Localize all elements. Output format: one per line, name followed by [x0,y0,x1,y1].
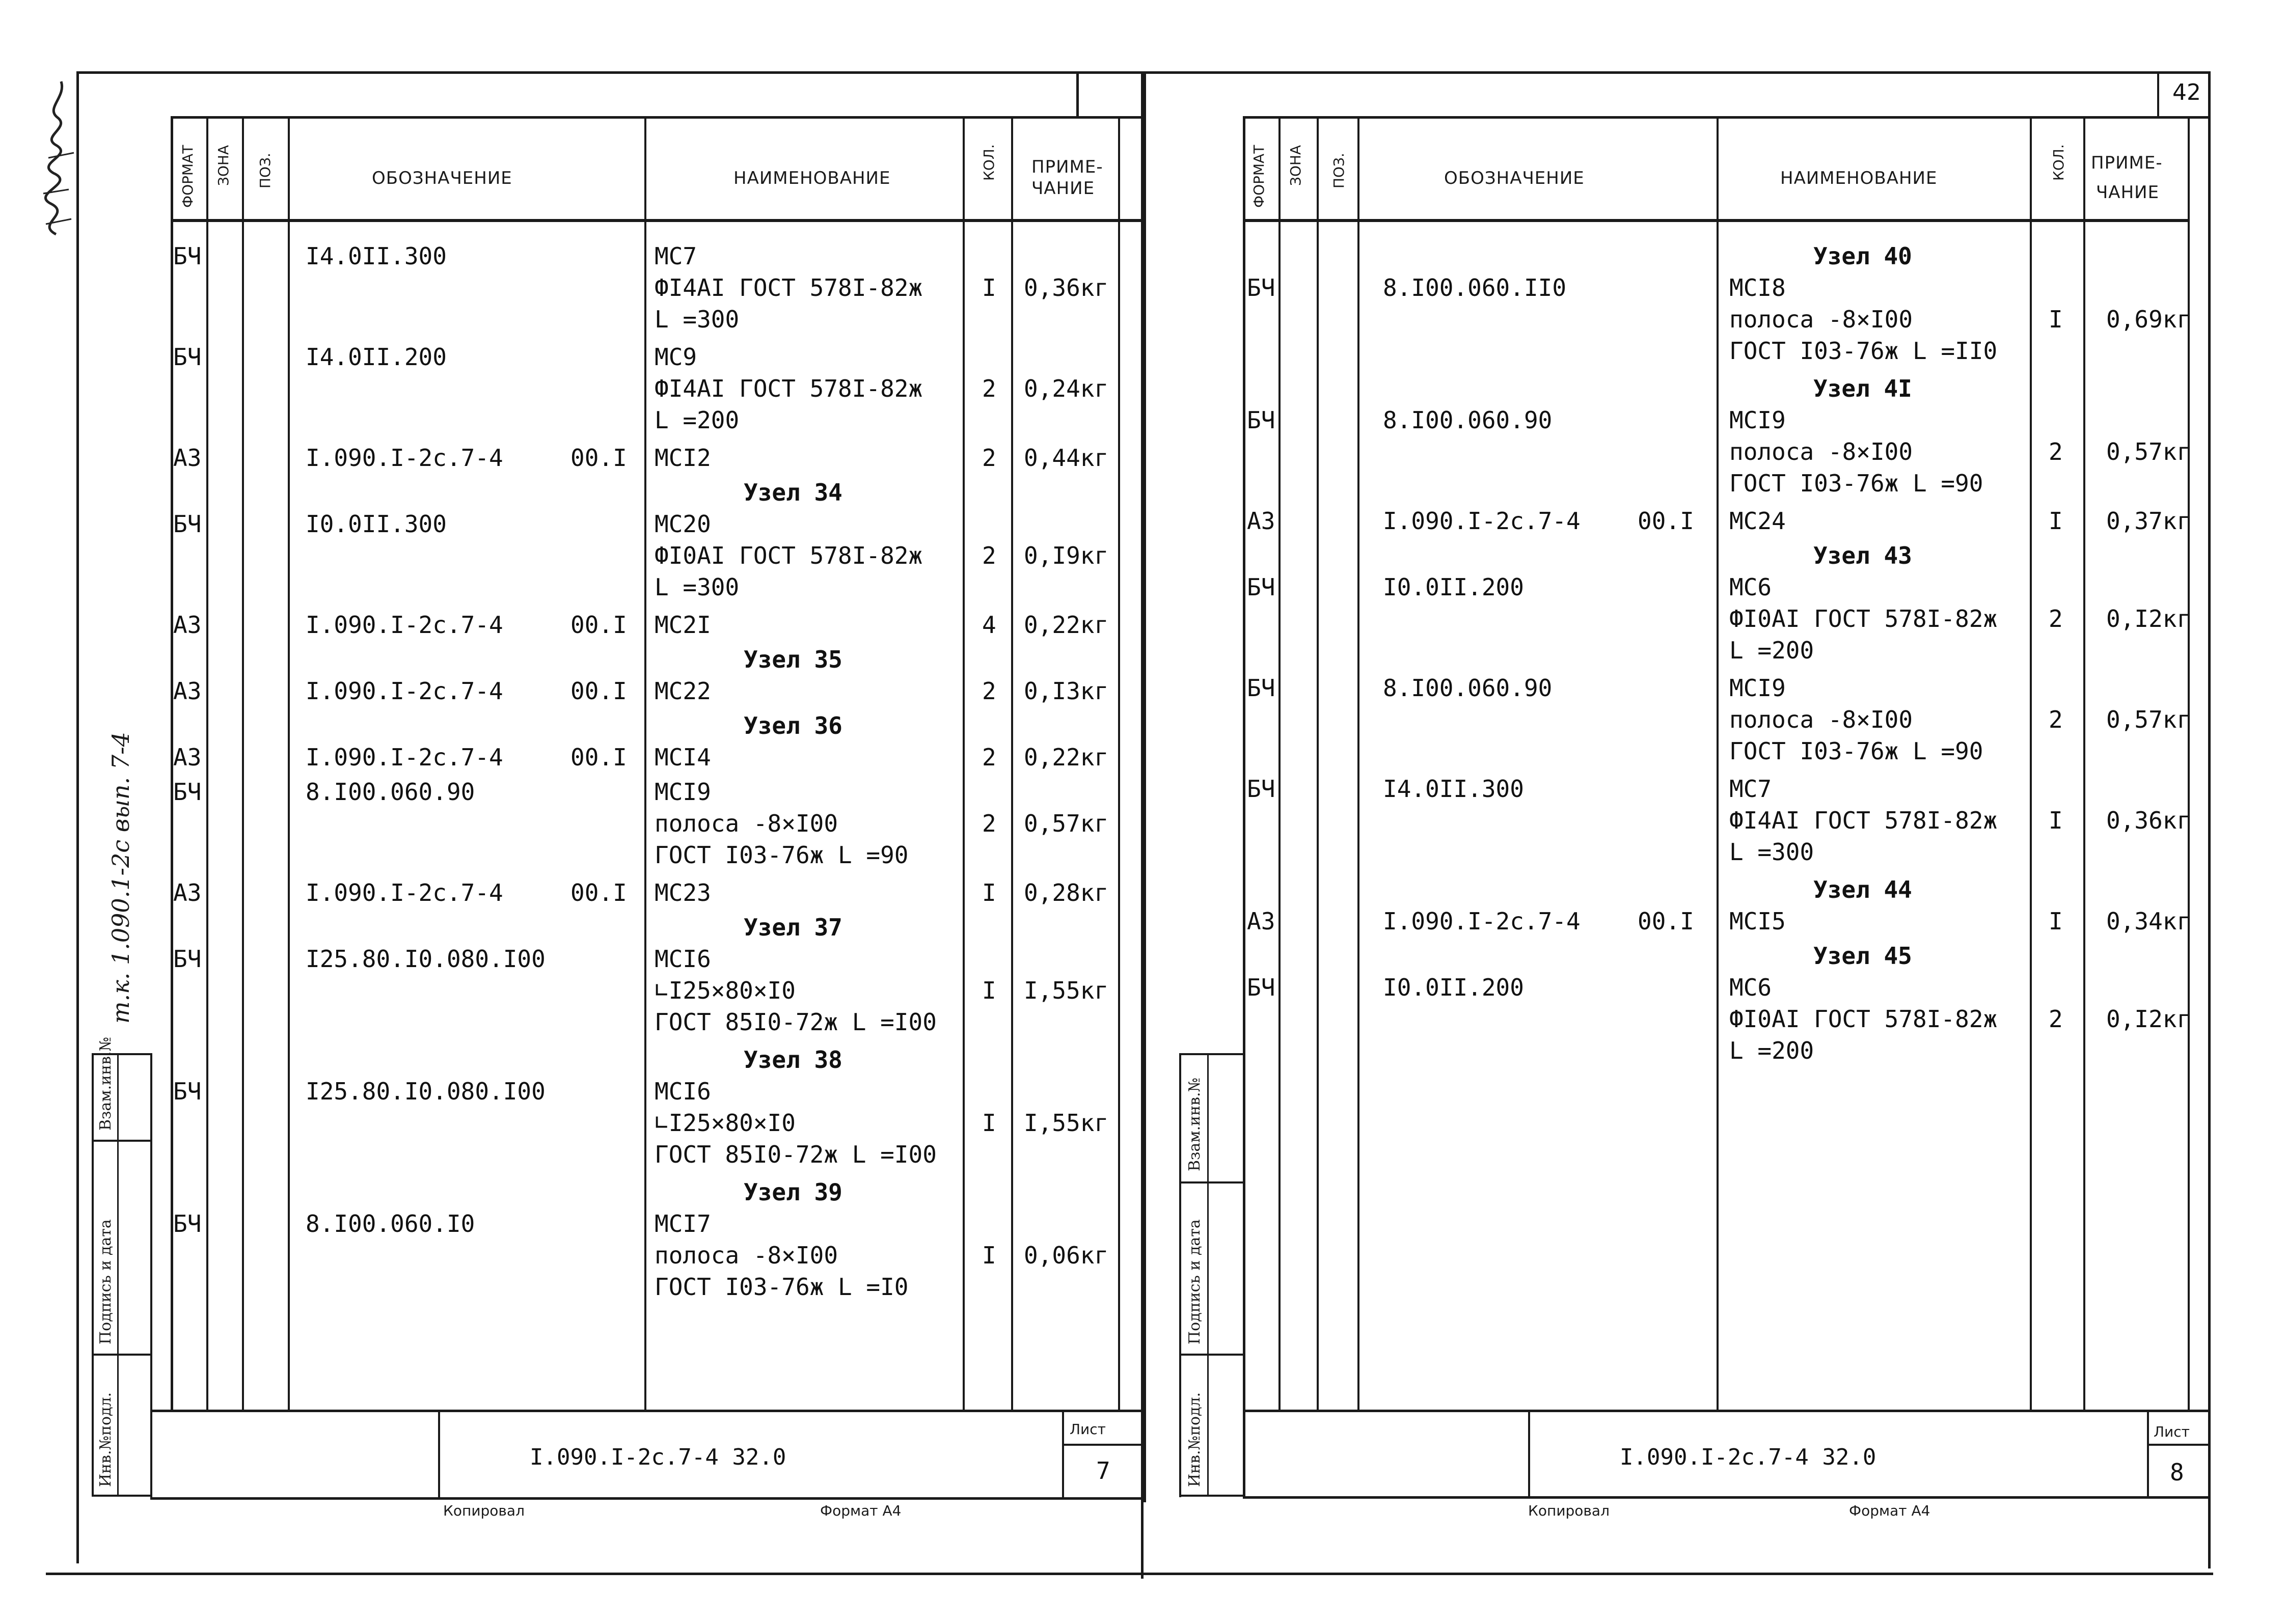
row-format: БЧ [173,242,202,270]
row-name-line: L =200 [655,406,740,434]
row-note: 0,I9кг [1024,542,1109,569]
row-qty: I [982,274,996,301]
right-col-header-designation: ОБОЗНАЧЕНИЕ [1444,168,1585,188]
left-format-label: Формат А4 [820,1502,902,1519]
row-qty: 2 [2049,1005,2063,1033]
row-name-line: ФI4АI ГОСТ 578I-82ж [655,274,923,301]
row-name-line: МС2I [655,611,711,639]
row-designation: I.090.I-2с.7-4 [306,444,503,472]
left-copied-label: Копировал [443,1502,525,1519]
col-header-name: НАИМЕНОВАНИЕ [733,168,891,188]
row-name-line: полоса -8×I00 [1729,438,1913,465]
row-name-line: ∟I25×80×I0 [655,1109,796,1137]
row-note: 0,I3кг [1024,677,1109,705]
row-qty: I [982,879,996,906]
col-header-qty: КОЛ. [981,144,997,181]
row-format: БЧ [1247,674,1275,702]
right-col-header-zone: ЗОНА [1287,145,1304,186]
row-note: I,55кг [1024,1109,1109,1137]
node-heading: Узел 4I [1813,375,1912,402]
node-heading: Узел 35 [744,646,842,673]
row-note: 0,06кг [1024,1242,1109,1269]
right-podpis-label: Подпись и дата [1186,1219,1204,1344]
row-format: БЧ [1247,775,1275,803]
row-format: А3 [1247,907,1275,935]
row-name-line: МСI8 [1729,274,1786,301]
row-format: БЧ [1247,573,1275,601]
row-qty: I [982,1109,996,1137]
left-podpis-label: Подпись и дата [97,1219,115,1344]
row-format: А3 [173,744,202,771]
row-name-line: МС7 [1729,775,1772,803]
row-designation: 8.I00.060.90 [1383,674,1553,702]
row-name-line: ГОСТ I03-76ж L =90 [1729,737,1983,765]
right-inv-podl-label: Инв.№подл. [1186,1392,1204,1487]
row-designation: 8.I00.060.90 [1383,406,1553,434]
row-name-line: МС6 [1729,974,1772,1001]
row-name-line: ФI0АI ГОСТ 578I-82ж [655,542,923,569]
col-header-pos: ПОЗ. [257,153,274,188]
node-heading: Узел 39 [744,1178,842,1206]
row-designation: I0.0II.200 [1383,573,1524,601]
row-designation: I.090.I-2с.7-4 [1383,907,1581,935]
row-note: 0,69кг [2106,306,2191,333]
node-heading: Узел 44 [1813,876,1912,903]
row-format: А3 [173,611,202,639]
row-name-line: ГОСТ I03-76ж L =I0 [655,1273,909,1301]
row-format: А3 [173,444,202,472]
row-designation-suffix: 00.I [570,444,627,472]
row-qty: 2 [982,677,996,705]
right-col-header-note-2: ЧАНИЕ [2096,182,2160,203]
row-name-line: МС9 [655,343,697,371]
row-name-line: МСI6 [655,945,711,973]
col-header-note: ПРИМЕ- [1031,157,1103,177]
right-vzam-label: Взам.инв.№ [1186,1078,1204,1171]
row-name-line: МС20 [655,510,711,538]
left-inv-podl-label: Инв.№подл. [97,1392,115,1487]
col-header-format: ФОРМАТ [179,145,196,208]
row-designation-suffix: 00.I [570,611,627,639]
handwritten-series-note: т.к. 1.090.1-2с вып. 7-4 [107,732,134,1024]
row-qty: 4 [982,611,996,639]
left-sheet-number: 7 [1096,1457,1110,1484]
row-format: БЧ [173,778,202,806]
right-stamp-code: I.090.I-2с.7-4 32.0 [1620,1444,1876,1470]
row-note: 0,28кг [1024,879,1109,906]
row-name-line: ФI0АI ГОСТ 578I-82ж [1729,1005,1998,1033]
row-designation: I4.0II.300 [1383,775,1524,803]
row-designation-suffix: 00.I [570,677,627,705]
row-name-line: L =300 [655,573,740,601]
node-heading: Узел 38 [744,1046,842,1074]
row-name-line: ГОСТ I03-76ж L =90 [655,841,909,869]
row-note: 0,22кг [1024,611,1109,639]
row-name-line: ГОСТ 85I0-72ж L =I00 [655,1141,937,1168]
row-qty: 2 [982,542,996,569]
right-col-header-name: НАИМЕНОВАНИЕ [1780,168,1938,188]
row-name-line: ГОСТ I03-76ж L =II0 [1729,337,1998,365]
row-note: 0,36кг [2106,807,2191,834]
row-qty: 2 [982,810,996,837]
row-note: 0,37кг [2106,507,2191,535]
row-designation-suffix: 00.I [1638,507,1694,535]
row-designation: I4.0II.200 [306,343,447,371]
right-sheet-label: Лист [2154,1423,2190,1440]
row-name-line: ФI0АI ГОСТ 578I-82ж [1729,605,1998,632]
right-col-header-format: ФОРМАТ [1250,145,1267,208]
row-designation: I0.0II.200 [1383,974,1524,1001]
left-vzam-label: Взам.инв.№ [97,1037,115,1131]
left-stamp-code: I.090.I-2с.7-4 32.0 [530,1444,786,1470]
row-designation-suffix: 00.I [570,744,627,771]
row-format: БЧ [173,945,202,973]
row-qty: I [2049,507,2063,535]
row-name-line: полоса -8×I00 [1729,706,1913,733]
row-qty: I [982,1242,996,1269]
row-name-line: ГОСТ 85I0-72ж L =I00 [655,1008,937,1036]
row-note: 0,24кг [1024,375,1109,402]
row-note: 0,22кг [1024,744,1109,771]
row-format: БЧ [173,343,202,371]
row-name-line: ∟I25×80×I0 [655,977,796,1004]
row-designation: I.090.I-2с.7-4 [306,611,503,639]
row-qty: I [2049,807,2063,834]
row-name-line: МС22 [655,677,711,705]
row-name-line: МС7 [655,242,697,270]
row-designation: 8.I00.060.II0 [1383,274,1567,301]
row-designation-suffix: 00.I [570,879,627,906]
row-designation: I25.80.I0.080.I00 [306,1078,546,1105]
row-name-line: полоса -8×I00 [1729,306,1913,333]
row-name-line: ФI4АI ГОСТ 578I-82ж [655,375,923,402]
row-qty: 2 [982,444,996,472]
row-format: БЧ [1247,274,1275,301]
row-note: 0,57кг [2106,438,2191,465]
row-name-line: полоса -8×I00 [655,810,838,837]
row-format: БЧ [173,1210,202,1237]
row-designation: I.090.I-2с.7-4 [306,744,503,771]
row-qty: 2 [2049,438,2063,465]
row-format: А3 [1247,507,1275,535]
node-heading: Узел 37 [744,914,842,941]
row-designation: I.090.I-2с.7-4 [1383,507,1581,535]
row-name-line: МСI6 [655,1078,711,1105]
row-format: БЧ [1247,406,1275,434]
right-format-label: Формат А4 [1849,1502,1930,1519]
sheet-number-top: 42 [2172,79,2201,105]
row-name-line: МСI9 [1729,674,1786,702]
row-name-line: L =300 [655,306,740,333]
row-name-line: L =200 [1729,1037,1814,1064]
col-header-designation: ОБОЗНАЧЕНИЕ [372,168,512,188]
row-note: 0,I2кг [2106,1005,2191,1033]
row-name-line: МСI9 [655,778,711,806]
row-note: 0,57кг [1024,810,1109,837]
row-designation: I25.80.I0.080.I00 [306,945,546,973]
right-col-header-pos: ПОЗ. [1330,153,1347,188]
node-heading: Узел 45 [1813,942,1912,970]
left-sheet-label: Лист [1070,1421,1106,1438]
row-format: БЧ [173,510,202,538]
node-heading: Узел 40 [1813,242,1912,270]
row-format: А3 [173,879,202,906]
row-name-line: МС24 [1729,507,1786,535]
row-name-line: L =300 [1729,838,1814,866]
right-sheet-number: 8 [2170,1458,2184,1486]
row-designation: I0.0II.300 [306,510,447,538]
row-designation: I4.0II.300 [306,242,447,270]
node-heading: Узел 36 [744,712,842,739]
node-heading: Узел 43 [1813,542,1912,569]
row-name-line: L =200 [1729,637,1814,664]
row-designation-suffix: 00.I [1638,907,1694,935]
row-name-line: ГОСТ I03-76ж L =90 [1729,470,1983,497]
node-heading: Узел 34 [744,479,842,506]
row-designation: I.090.I-2с.7-4 [306,677,503,705]
right-col-header-note: ПРИМЕ- [2091,153,2163,173]
row-name-line: МСI7 [655,1210,711,1237]
signature-scribble [25,71,87,239]
row-qty: 2 [982,744,996,771]
row-qty: 2 [982,375,996,402]
row-note: I,55кг [1024,977,1109,1004]
right-col-header-qty: КОЛ. [2050,144,2067,181]
row-name-line: МС23 [655,879,711,906]
row-qty: 2 [2049,706,2063,733]
row-qty: I [2049,306,2063,333]
row-format: БЧ [173,1078,202,1105]
row-designation: 8.I00.060.90 [306,778,475,806]
row-name-line: МСI4 [655,744,711,771]
row-note: 0,34кг [2106,907,2191,935]
row-qty: 2 [2049,605,2063,632]
row-qty: I [982,977,996,1004]
row-designation: I.090.I-2с.7-4 [306,879,503,906]
row-note: 0,44кг [1024,444,1109,472]
row-note: 0,36кг [1024,274,1109,301]
row-name-line: ФI4АI ГОСТ 578I-82ж [1729,807,1998,834]
col-header-zone: ЗОНА [215,145,232,186]
row-name-line: МС6 [1729,573,1772,601]
right-copied-label: Копировал [1528,1502,1610,1519]
row-name-line: МСI9 [1729,406,1786,434]
row-designation: 8.I00.060.I0 [306,1210,475,1237]
row-qty: I [2049,907,2063,935]
row-note: 0,57кг [2106,706,2191,733]
row-format: А3 [173,677,202,705]
row-name-line: МСI2 [655,444,711,472]
row-format: БЧ [1247,974,1275,1001]
row-name-line: полоса -8×I00 [655,1242,838,1269]
row-name-line: МСI5 [1729,907,1786,935]
row-note: 0,I2кг [2106,605,2191,632]
col-header-note-2: ЧАНИЕ [1031,178,1095,199]
